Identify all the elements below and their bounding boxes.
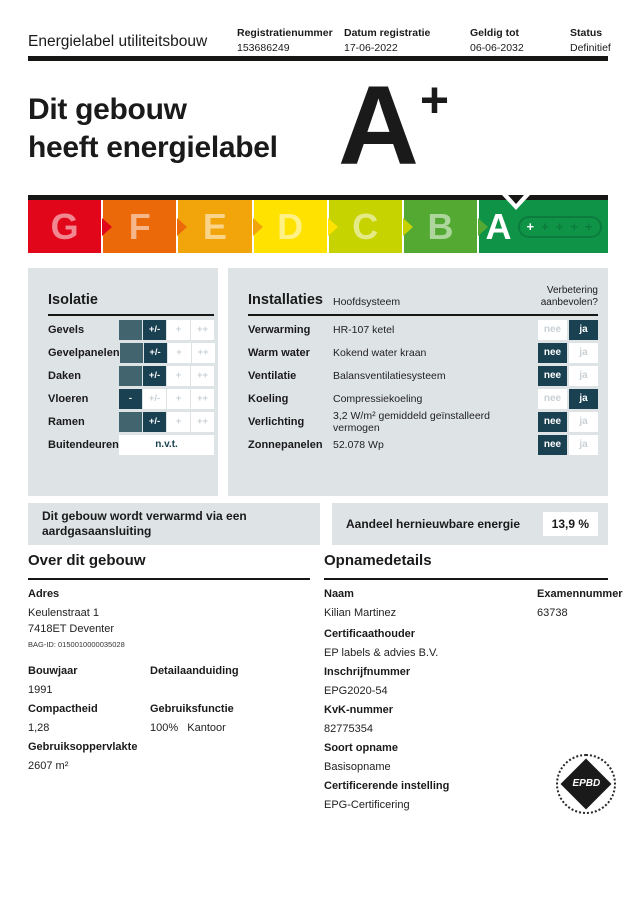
scale-segment-c (329, 200, 402, 253)
installaties-row-koeling (248, 387, 598, 410)
row-value: Balansventilatiesysteem (333, 369, 446, 382)
isolatie-row-gevels (48, 318, 214, 341)
rating-cell: + (167, 366, 190, 386)
over-dit-gebouw-section (28, 552, 310, 772)
plus-icon: + (526, 219, 535, 234)
field-bouwjaar (28, 665, 78, 698)
field-label: Status (570, 27, 603, 39)
field-value: EP labels & advies B.V. (324, 647, 439, 659)
field-label: Certificaathouder (324, 628, 416, 640)
field-label: Soort opname (324, 742, 398, 754)
row-label: Gevels (48, 323, 85, 336)
plus-icon: + (541, 219, 549, 234)
chevron-right-icon (478, 218, 488, 236)
logo-text: EPBD (572, 778, 601, 790)
logo-diamond-icon (561, 759, 612, 810)
field-value: EPG2020-54 (324, 685, 388, 697)
segment-letter: C (352, 205, 379, 247)
field-value: Basisopname (324, 761, 391, 773)
field-value: 153686249 (237, 42, 290, 54)
installaties-panel (228, 268, 608, 496)
nee-option: nee (538, 435, 567, 455)
plus-icon: + (584, 219, 593, 234)
improve-toggle (538, 366, 598, 386)
field-label: Registratienummer (237, 27, 333, 39)
plus-icon: + (570, 219, 578, 234)
rating-cell: + (167, 412, 190, 432)
field-inschrijfnummer (324, 666, 410, 699)
field-label: Naam (324, 588, 354, 600)
heating-info-banner (28, 503, 320, 545)
opnamedetails-section (324, 552, 623, 811)
rating-cell: ++ (191, 366, 214, 386)
rating-cell: ++ (192, 343, 215, 363)
field-value: 1,28 (28, 722, 50, 734)
rating-cells (119, 320, 214, 340)
rating-cell (120, 343, 143, 363)
row-label: Vloeren (48, 392, 89, 405)
field-label: Compactheid (28, 703, 98, 715)
row-value: 52.078 Wp (333, 438, 384, 451)
scale-segment-e (178, 200, 251, 253)
field-label: Bouwjaar (28, 665, 78, 677)
field-soort-opname (324, 742, 398, 775)
field-label: Certificerende instelling (324, 780, 450, 792)
rating-cell: +/- (143, 320, 166, 340)
chevron-right-icon (253, 218, 263, 236)
chevron-right-icon (102, 218, 112, 236)
isolatie-row-ramen (48, 410, 214, 433)
row-value: HR-107 ketel (333, 323, 395, 336)
rating-cell: - (119, 389, 142, 409)
rating-cell: + (167, 320, 190, 340)
section-heading: Opnamedetails (324, 552, 608, 580)
ja-option: ja (569, 435, 598, 455)
installaties-row-verlichting (248, 410, 598, 433)
scale-segment-a-active (479, 200, 608, 253)
document-title: Energielabel utiliteitsbouw (28, 33, 208, 50)
field-kvk-nummer (324, 704, 393, 737)
segment-letter: F (128, 205, 151, 247)
installaties-row-ventilatie (248, 364, 598, 387)
isolatie-heading (48, 284, 214, 316)
field-certificaathouder (324, 628, 438, 661)
rating-cell: ++ (191, 412, 214, 432)
rating-cells (120, 343, 215, 363)
hero-title-line1: Dit gebouw (28, 93, 187, 126)
rating-cell: +/- (143, 412, 166, 432)
improve-column-header: Verbetering aanbevolen? (540, 285, 598, 308)
isolatie-row-gevelpanelen (48, 341, 214, 364)
grade-marker-inner-icon (508, 195, 524, 204)
field-adres (28, 588, 125, 649)
chevron-right-icon (403, 218, 413, 236)
installaties-rows (248, 318, 598, 456)
improve-toggle (538, 343, 598, 363)
rating-cell: +/- (143, 366, 166, 386)
ja-option: ja (569, 320, 598, 340)
field-value: EPG-Certificering (324, 799, 410, 811)
energy-grade-badge (338, 63, 450, 188)
installaties-row-zonnepanelen (248, 433, 598, 456)
scale-segment-g (28, 200, 101, 253)
row-label: Ramen (48, 415, 85, 428)
hero-title-line2: heeft energielabel (28, 131, 278, 164)
header-field-status (570, 26, 611, 56)
ja-option: ja (569, 389, 598, 409)
grade-plus: + (419, 72, 450, 128)
energy-scale-bar (28, 195, 608, 253)
field-certificerende-instelling (324, 780, 449, 813)
field-value: 82775354 (324, 723, 373, 735)
rating-cells (119, 366, 214, 386)
bag-id: BAG-ID: 0150010000035028 (28, 640, 125, 649)
improve-toggle (538, 412, 598, 432)
improve-toggle (538, 389, 598, 409)
rating-cell: ++ (191, 320, 214, 340)
improve-toggle (538, 435, 598, 455)
field-label: Geldig tot (470, 27, 519, 39)
segment-letter: D (277, 205, 304, 247)
row-label: Ventilatie (248, 369, 297, 382)
rating-cell (119, 366, 142, 386)
rating-cells (119, 389, 214, 409)
segment-letter: G (50, 205, 79, 247)
ja-option: ja (569, 412, 598, 432)
field-label: Adres (28, 588, 60, 600)
field-compactheid (28, 703, 98, 736)
epbd-stamp-logo (556, 754, 616, 814)
field-value: 1991 (28, 684, 53, 696)
field-gebruiksoppervlakte (28, 741, 137, 774)
adres-line2: 7418ET Deventer (28, 623, 115, 635)
rating-cell (119, 412, 142, 432)
panel-title: Isolatie (48, 292, 98, 308)
ja-option: ja (569, 343, 598, 363)
field-value: 100% Kantoor (150, 722, 226, 734)
isolatie-row-buitendeuren (48, 433, 214, 456)
scale-segment-f (103, 200, 176, 253)
row-label: Koeling (248, 392, 289, 405)
renewable-energy-banner (332, 503, 608, 545)
banner-text: Dit gebouw wordt verwarmd via een aardgasaansluiting (42, 509, 247, 538)
field-examennummer (537, 588, 623, 621)
field-label: KvK-nummer (324, 704, 394, 716)
field-label: Gebruiksoppervlakte (28, 741, 138, 753)
chevron-right-icon (328, 218, 338, 236)
header-divider (28, 56, 608, 61)
rating-cell: + (167, 389, 190, 409)
header-field-datum-registratie (344, 26, 430, 56)
installaties-row-warm-water (248, 341, 598, 364)
field-detailaanduiding (150, 665, 239, 682)
rating-cells (119, 412, 214, 432)
field-value: 63738 (537, 607, 568, 619)
scale-segment-b (404, 200, 477, 253)
row-label: Buitendeuren (48, 438, 119, 451)
isolatie-panel (28, 268, 218, 496)
segment-letter: A (485, 205, 512, 247)
rating-cell: +/- (143, 389, 166, 409)
segment-letter: E (202, 205, 227, 247)
field-label: Detailaanduiding (150, 665, 239, 677)
grade-letter: A (338, 63, 419, 188)
isolatie-row-vloeren (48, 387, 214, 410)
row-value: Kokend water kraan (333, 346, 427, 359)
row-value: 3,2 W/m² gemiddeld geïnstalleerd vermogen (333, 409, 490, 434)
field-naam (324, 588, 396, 621)
rating-cell: ++ (191, 389, 214, 409)
plus-rating-pill (518, 216, 602, 238)
nee-option: nee (538, 343, 567, 363)
scale-segment-d (254, 200, 327, 253)
panel-title: Installaties (248, 292, 323, 308)
field-value: 17-06-2022 (344, 42, 398, 54)
row-label: Verlichting (248, 415, 305, 428)
section-heading: Over dit gebouw (28, 552, 310, 580)
row-label: Warm water (248, 346, 310, 359)
plus-icon: + (555, 219, 564, 234)
row-label: Daken (48, 369, 82, 382)
row-label: Verwarming (248, 323, 311, 336)
row-label: Zonnepanelen (248, 438, 323, 451)
chevron-right-icon (177, 218, 187, 236)
panel-subtitle: Hoofdsysteem (333, 296, 401, 308)
field-value: 2607 m² (28, 760, 69, 772)
banner-label: Aandeel hernieuwbare energie (346, 517, 521, 531)
rating-cell: + (168, 343, 191, 363)
nee-option: nee (538, 389, 567, 409)
renewable-energy-value: 13,9 % (543, 512, 598, 536)
field-label: Examennummer (537, 588, 623, 600)
nee-option: nee (538, 320, 567, 340)
header-field-geldig-tot (470, 26, 524, 56)
isolatie-rows (48, 318, 214, 456)
improve-toggle (538, 320, 598, 340)
row-value: Compressiekoeling (333, 392, 423, 405)
segment-letter: B (427, 205, 454, 247)
installaties-heading (248, 284, 598, 316)
field-label: Gebruiksfunctie (150, 703, 234, 715)
row-label: Gevelpanelen (48, 346, 120, 359)
field-value: Definitief (570, 42, 611, 54)
field-label: Inschrijfnummer (324, 666, 411, 678)
field-label: Datum registratie (344, 27, 431, 39)
rating-cell (119, 320, 142, 340)
field-value: 06-06-2032 (470, 42, 524, 54)
field-gebruiksfunctie (150, 703, 234, 736)
ja-option: ja (569, 366, 598, 386)
rating-cell: +/- (144, 343, 167, 363)
nee-option: nee (538, 412, 567, 432)
nvt-cell: n.v.t. (119, 435, 214, 455)
isolatie-row-daken (48, 364, 214, 387)
adres-line1: Keulenstraat 1 (28, 607, 99, 619)
installaties-row-verwarming (248, 318, 598, 341)
nee-option: nee (538, 366, 567, 386)
header-field-registratienummer (237, 26, 333, 56)
field-value: Kilian Martinez (324, 607, 397, 619)
